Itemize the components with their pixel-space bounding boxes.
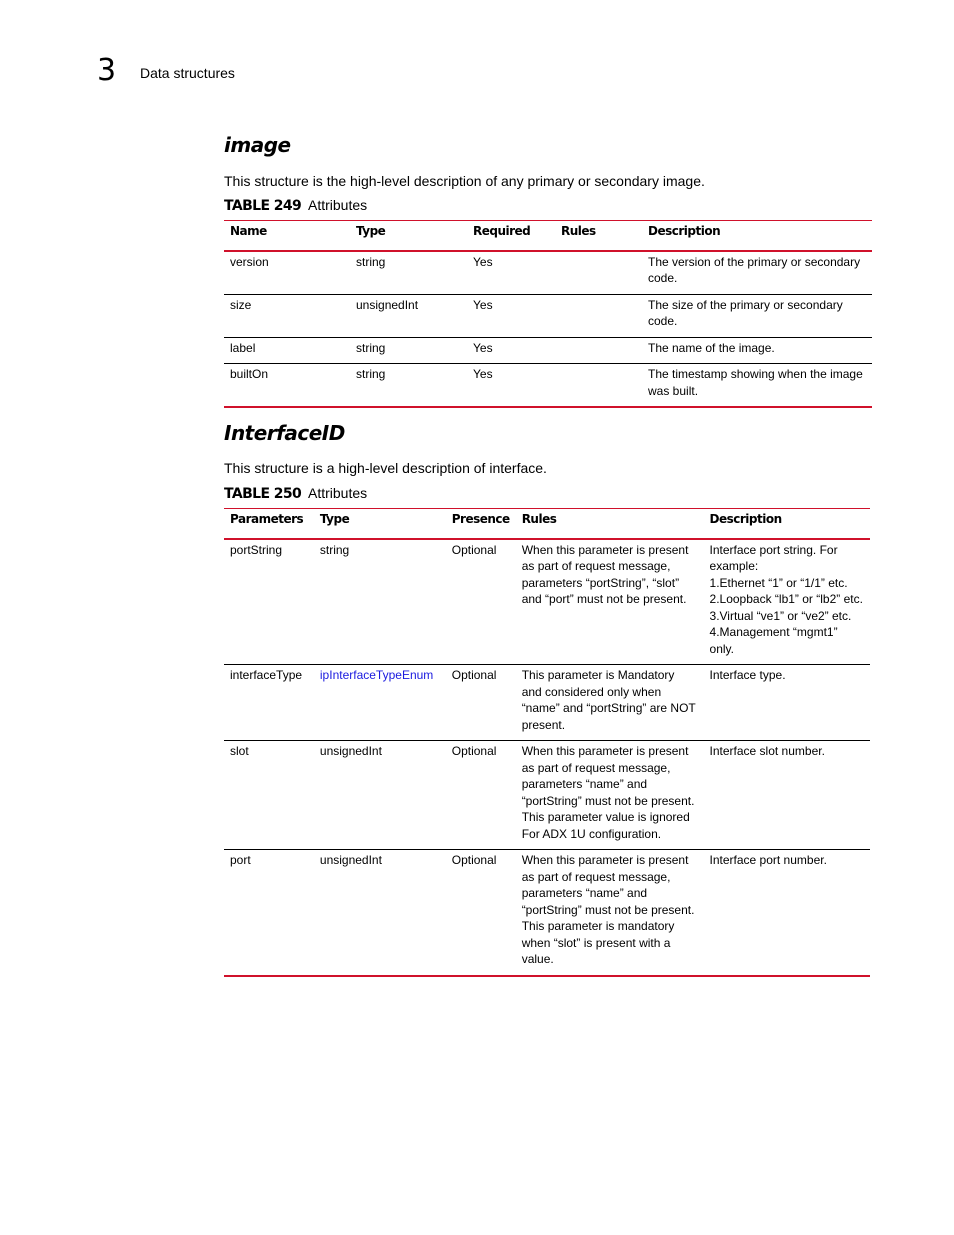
- cell-rules: [516, 665, 704, 741]
- description-line: Interface port number.: [709, 853, 827, 867]
- cell-parameter: slot: [224, 741, 314, 850]
- section-intro-interfaceid: This structure is a high-level description of interface.: [224, 460, 547, 476]
- description-line: Interface slot number.: [709, 744, 825, 758]
- table-caption-250: [224, 485, 367, 502]
- cell-rules: [516, 850, 704, 976]
- column-header: Description: [642, 221, 872, 251]
- table-number: TABLE 250: [224, 486, 302, 502]
- cell-rules: [555, 364, 642, 408]
- cell-name: version: [224, 251, 350, 295]
- description-line: Interface type.: [709, 668, 786, 682]
- cell-presence: Optional: [446, 741, 516, 850]
- column-header: Required: [467, 221, 555, 251]
- cell-type: string: [350, 364, 467, 408]
- chapter-number: 3: [97, 53, 117, 88]
- cell-type: string: [314, 539, 446, 665]
- column-header: Rules: [516, 509, 704, 539]
- table-row: [224, 741, 870, 850]
- cell-type: unsignedInt: [350, 294, 467, 337]
- cell-parameter: port: [224, 850, 314, 976]
- cell-description: The timestamp showing when the image was built.: [642, 364, 872, 408]
- cell-description: [704, 539, 870, 665]
- table-row: [224, 665, 870, 741]
- cell-rules: [516, 539, 704, 665]
- cell-description: [704, 665, 870, 741]
- table-row: [224, 251, 872, 295]
- table-row: [224, 850, 870, 976]
- table-caption-249: [224, 197, 367, 214]
- cell-parameter: interfaceType: [224, 665, 314, 741]
- column-header: Presence: [446, 509, 516, 539]
- column-header: Rules: [555, 221, 642, 251]
- cell-presence: Optional: [446, 539, 516, 665]
- description-line: 1.Ethernet “1” or “1/1” etc.: [709, 575, 848, 590]
- description-line: 3.Virtual “ve1” or “ve2” etc.: [709, 608, 852, 623]
- cell-type: unsignedInt: [314, 850, 446, 976]
- section-title-image: image: [224, 133, 291, 157]
- section-intro-image: This structure is the high-level description of any primary or secondary image.: [224, 173, 705, 189]
- cell-rules: [555, 251, 642, 295]
- cell-presence: Optional: [446, 850, 516, 976]
- description-line: Interface port string. For example:: [709, 542, 838, 573]
- cell-description: [704, 741, 870, 850]
- table-caption-text: Attributes: [308, 485, 368, 501]
- table-header-row: [224, 221, 872, 251]
- cell-presence: Optional: [446, 665, 516, 741]
- cell-required: Yes: [467, 364, 555, 408]
- column-header: Name: [224, 221, 350, 251]
- rules-paragraph: When this parameter is present as part of request message, parameters “portString”, “slot” and “port” must not be present.: [521, 542, 689, 606]
- cell-type: string: [350, 251, 467, 295]
- table-row: [224, 294, 872, 337]
- description-line: 4.Management “mgmt1” only.: [709, 625, 838, 656]
- cell-description: [704, 850, 870, 976]
- cell-required: Yes: [467, 294, 555, 337]
- image-attributes-table: [224, 220, 872, 408]
- cell-name: builtOn: [224, 364, 350, 408]
- table-number: TABLE 249: [224, 198, 302, 214]
- type-link[interactable]: ipInterfaceTypeEnum: [314, 665, 446, 741]
- table-row: [224, 539, 870, 665]
- column-header: Type: [314, 509, 446, 539]
- cell-rules: [555, 337, 642, 364]
- cell-type: string: [350, 337, 467, 364]
- cell-rules: [516, 741, 704, 850]
- rules-paragraph: When this parameter is present as part of request message, parameters “name” and “portString” must not be present.: [521, 744, 695, 808]
- table-row: [224, 364, 872, 408]
- rules-paragraph: This parameter is mandatory when “slot” is present with a value.: [521, 919, 675, 966]
- cell-description: The name of the image.: [642, 337, 872, 364]
- cell-rules: [555, 294, 642, 337]
- cell-required: Yes: [467, 251, 555, 295]
- column-header: Description: [704, 509, 870, 539]
- cell-parameter: portString: [224, 539, 314, 665]
- table-header-row: [224, 509, 870, 539]
- running-head: Data structures: [140, 65, 235, 81]
- column-header: Parameters: [224, 509, 314, 539]
- cell-required: Yes: [467, 337, 555, 364]
- table-row: [224, 337, 872, 364]
- interface-attributes-table: [224, 508, 870, 977]
- rules-paragraph: This parameter is Mandatory and considered only when “name” and “portString” are NOT present.: [521, 668, 696, 732]
- column-header: Type: [350, 221, 467, 251]
- cell-name: size: [224, 294, 350, 337]
- rules-paragraph: This parameter value is ignored For ADX 1U configuration.: [521, 810, 690, 841]
- section-title-interfaceid: InterfaceID: [224, 421, 345, 445]
- cell-type: unsignedInt: [314, 741, 446, 850]
- table-caption-text: Attributes: [308, 197, 368, 213]
- cell-description: The version of the primary or secondary code.: [642, 251, 872, 295]
- cell-name: label: [224, 337, 350, 364]
- description-line: 2.Loopback “lb1” or “lb2” etc.: [709, 592, 863, 606]
- rules-paragraph: When this parameter is present as part of request message, parameters “name” and “portString” must not be present.: [521, 853, 695, 917]
- cell-description: The size of the primary or secondary code.: [642, 294, 872, 337]
